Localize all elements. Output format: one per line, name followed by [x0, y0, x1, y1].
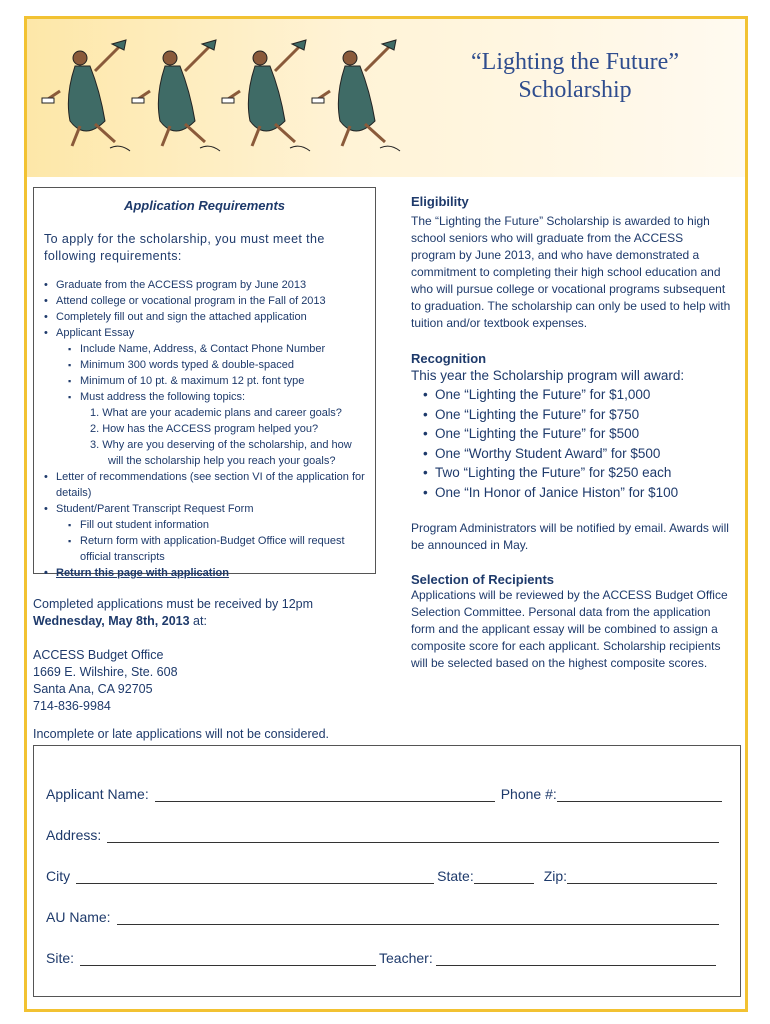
- list-item: • Attend college or vocational program in the Fall of 2013: [44, 293, 365, 309]
- list-item: ▪ Minimum of 10 pt. & maximum 12 pt. font type: [68, 373, 365, 389]
- recognition-intro: This year the Scholarship program will award:: [411, 368, 685, 383]
- teacher-label: Teacher:: [379, 950, 433, 966]
- list-item: • One “Worthy Student Award” for $500: [423, 444, 731, 464]
- page-title: [430, 48, 720, 104]
- list-item: [44, 325, 365, 469]
- list-item: • One “Lighting the Future” for $1,000: [423, 385, 731, 405]
- au-name-label: AU Name:: [46, 909, 111, 925]
- deadline-date: Wednesday, May 8th, 2013: [33, 614, 190, 628]
- list-item: 2. How has the ACCESS program helped you?: [90, 423, 319, 435]
- application-form: [33, 745, 741, 997]
- eligibility-text: The “Lighting the Future” Scholarship is awarded to high school seniors who will graduate from the ACCESS program by June 2013, and who have demonstrated a commitment to completing their high school education and who will pursue college or vocational programs subsequent to graduation. The scholarship can only be used to help with tuition and/or textbook expenses.: [411, 214, 731, 330]
- recognition-note: Program Administrators will be notified by email. Awards will be announced in May.: [411, 521, 729, 552]
- city-field[interactable]: [76, 869, 434, 884]
- requirements-list: [44, 277, 365, 581]
- deadline-line: [33, 613, 378, 630]
- list-item: 3. Why are you deserving of the scholarship, and how will the scholarship help you reach your goals?: [90, 439, 352, 467]
- phone-field[interactable]: [557, 787, 722, 802]
- selection-heading: Selection of Recipients: [411, 572, 555, 587]
- selection-text: Applications will be reviewed by the ACCESS Budget Office Selection Committee. Personal data from the application form and the applicant essay will be combined to assign a composite score for each applicant. Scholarship recipients will be selected based on the highest composite scores.: [411, 588, 728, 670]
- eligibility-heading: Eligibility: [411, 194, 469, 209]
- address-label: Address:: [46, 827, 102, 843]
- applicant-name-field[interactable]: [155, 787, 495, 802]
- transcript-label: Student/Parent Transcript Request Form: [56, 503, 254, 515]
- site-field[interactable]: [80, 951, 376, 966]
- zip-label: Zip:: [543, 868, 568, 884]
- deadline-text: Completed applications must be received by 12pm: [33, 597, 314, 611]
- submission-info: [33, 596, 378, 715]
- state-field[interactable]: [474, 869, 534, 884]
- office-city: Santa Ana, CA 92705: [33, 682, 153, 696]
- list-item: [44, 501, 365, 565]
- transcript-sublist: [56, 517, 365, 565]
- list-item: • Return this page with application: [44, 565, 365, 581]
- deadline-suffix: at:: [189, 614, 207, 628]
- recognition-heading: Recognition: [411, 351, 487, 366]
- requirements-box: [33, 187, 376, 579]
- info-column: [411, 194, 731, 672]
- form-row-au: [46, 909, 719, 925]
- awards-list: [411, 385, 731, 502]
- list-item: ▪ Include Name, Address, & Contact Phone Number: [68, 341, 365, 357]
- title-line-1: “Lighting the Future”: [471, 49, 679, 75]
- list-item: ▪ Minimum 300 words typed & double-spaced: [68, 357, 365, 373]
- form-row-site: [46, 950, 716, 966]
- list-item: • Two “Lighting the Future” for $250 each: [423, 463, 731, 483]
- office-street: 1669 E. Wilshire, Ste. 608: [33, 665, 178, 679]
- essay-label: Applicant Essay: [56, 327, 135, 339]
- graduates-illustration: [30, 36, 430, 166]
- list-item: • Letter of recommendations (see section VI of the application for details): [44, 469, 365, 501]
- form-row-name: [46, 786, 722, 802]
- list-item: • Graduate from the ACCESS program by June 2013: [44, 277, 365, 293]
- office-name: ACCESS Budget Office: [33, 648, 164, 662]
- requirements-intro: To apply for the scholarship, you must meet the following requirements:: [44, 232, 325, 263]
- teacher-field[interactable]: [436, 951, 716, 966]
- office-phone: 714-836-9984: [33, 699, 111, 713]
- list-item: • Completely fill out and sign the attached application: [44, 309, 365, 325]
- list-item: ▪ Return form with application-Budget Office will request official transcripts: [68, 533, 365, 565]
- list-item: • One “Lighting the Future” for $750: [423, 405, 731, 425]
- phone-label: Phone #:: [500, 786, 557, 802]
- form-row-address: [46, 827, 719, 843]
- applicant-name-label: Applicant Name:: [46, 786, 149, 802]
- list-item: • One “Lighting the Future” for $500: [423, 424, 731, 444]
- city-label: City: [46, 868, 71, 884]
- topics-label: Must address the following topics:: [80, 391, 246, 403]
- form-row-city: [46, 868, 717, 884]
- list-item: [68, 389, 365, 469]
- requirements-heading: Application Requirements: [123, 198, 286, 213]
- title-line-2: Scholarship: [518, 77, 632, 103]
- list-item: • One “In Honor of Janice Histon” for $100: [423, 483, 731, 503]
- state-label: State:: [437, 868, 474, 884]
- list-item: 1. What are your academic plans and career goals?: [90, 407, 342, 419]
- zip-field[interactable]: [567, 869, 717, 884]
- list-item: ▪ Fill out student information: [68, 517, 365, 533]
- essay-sublist: [56, 341, 365, 469]
- site-label: Site:: [46, 950, 75, 966]
- topics-list: [80, 405, 365, 469]
- address-field[interactable]: [107, 828, 719, 843]
- au-name-field[interactable]: [117, 910, 719, 925]
- incomplete-note: Incomplete or late applications will not be considered.: [33, 727, 330, 741]
